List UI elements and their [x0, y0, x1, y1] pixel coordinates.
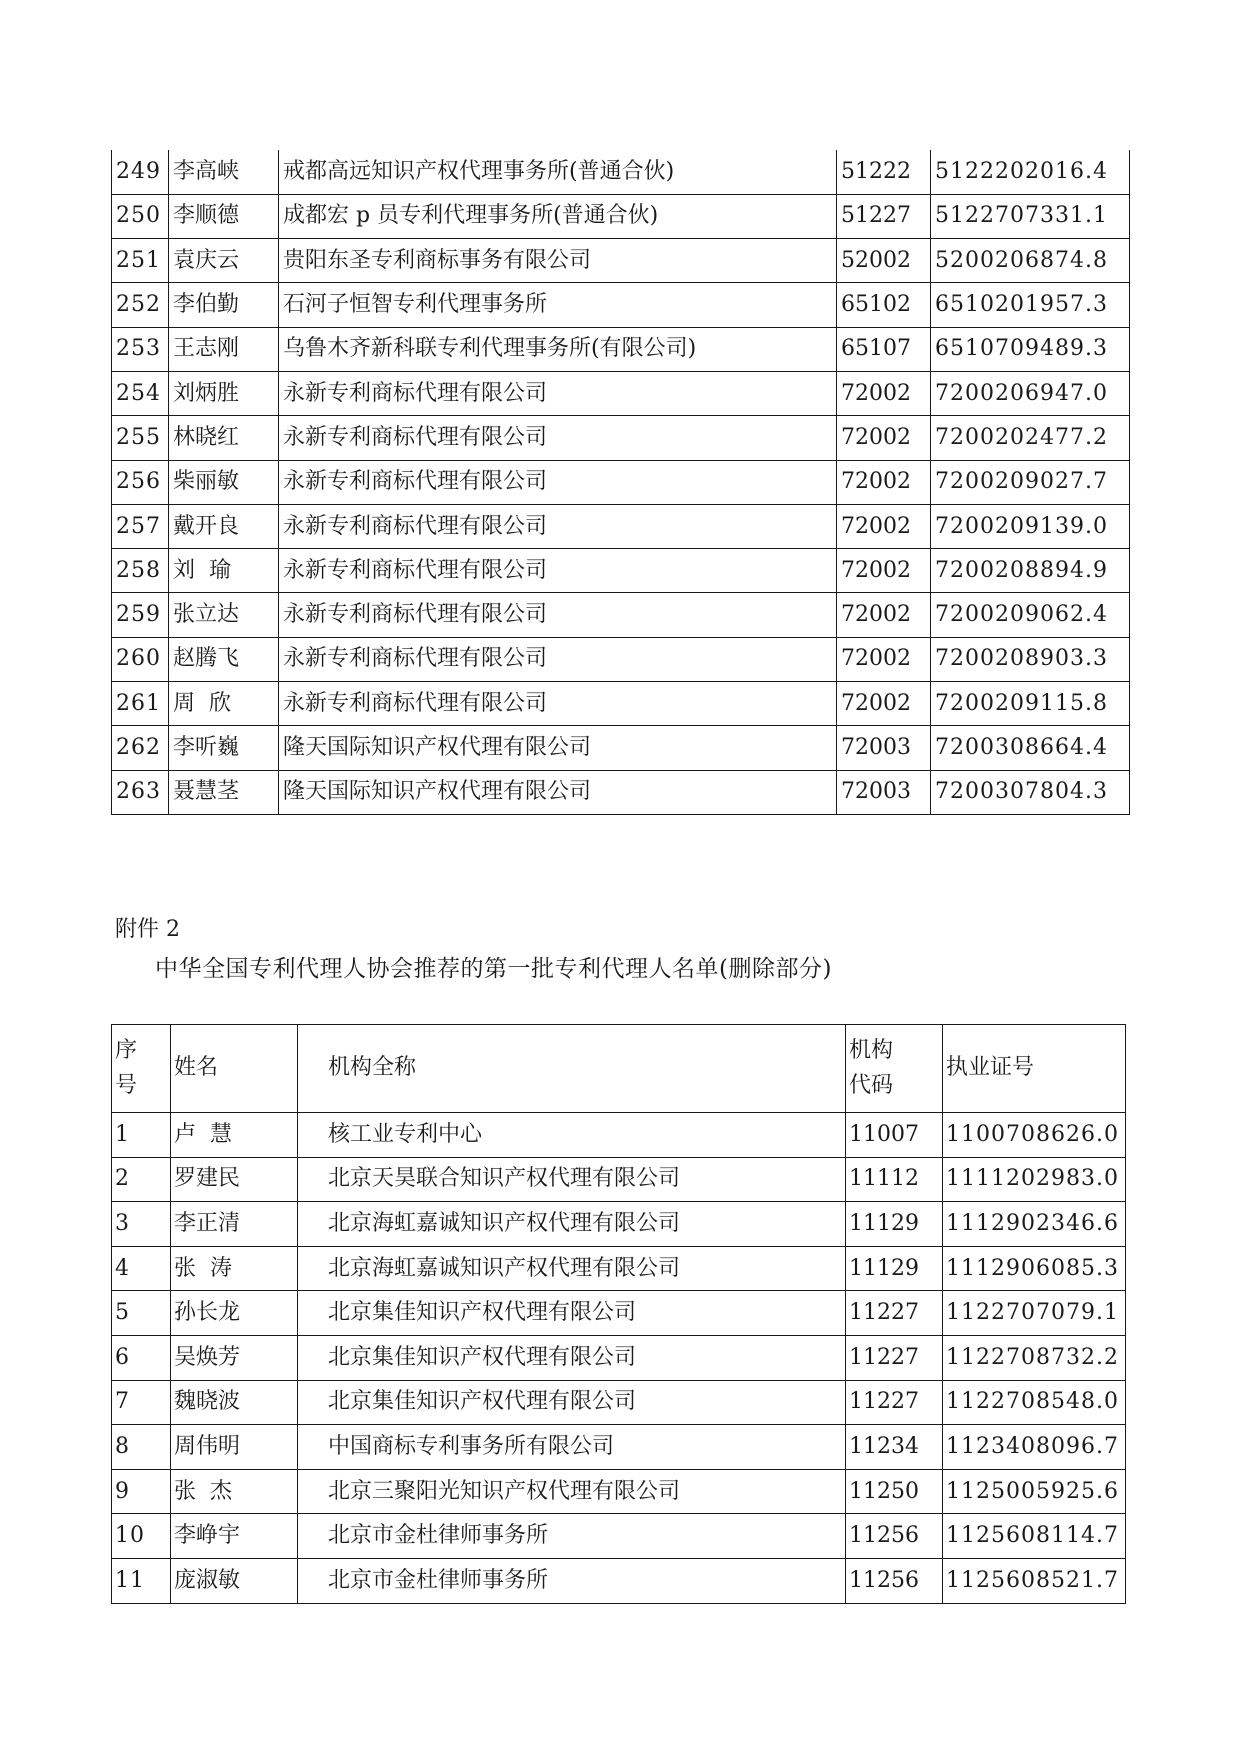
table-row [112, 1246, 1126, 1291]
header-code [846, 1025, 943, 1113]
license-cell: 7200308664.4 [931, 726, 1130, 770]
name-cell: 李高峡 [169, 150, 279, 194]
table-row [112, 726, 1130, 770]
license-cell: 7200209027.7 [931, 460, 1130, 504]
table-row [112, 1113, 1126, 1158]
license-cell: 1125608114.7 [943, 1514, 1126, 1559]
code-cell: 72002 [837, 549, 931, 593]
name-cell: 周 欣 [169, 682, 279, 726]
table-row [112, 150, 1130, 194]
table-row [112, 1558, 1126, 1603]
table-row [112, 416, 1130, 460]
seq-cell: 250 [112, 194, 169, 238]
table-row [112, 593, 1130, 637]
seq-cell: 261 [112, 682, 169, 726]
org-cell: 永新专利商标代理有限公司 [279, 637, 837, 681]
table-row [112, 1291, 1126, 1336]
org-cell: 北京市金杜律师事务所 [298, 1558, 846, 1603]
list-title: 中华全国专利代理人协会推荐的第一批专利代理人名单(删除部分) [155, 956, 832, 982]
seq-cell: 5 [112, 1291, 171, 1336]
table-row [112, 1157, 1126, 1202]
seq-cell: 11 [112, 1558, 171, 1603]
org-cell: 永新专利商标代理有限公司 [279, 416, 837, 460]
code-cell: 11129 [846, 1246, 943, 1291]
org-cell: 北京市金杜律师事务所 [298, 1514, 846, 1559]
header-code-line2: 代码 [849, 1072, 894, 1098]
table-row [112, 1514, 1126, 1559]
org-cell: 核工业专利中心 [298, 1113, 846, 1158]
code-cell: 51222 [837, 150, 931, 194]
code-cell: 11227 [846, 1291, 943, 1336]
seq-cell: 255 [112, 416, 169, 460]
table-row [112, 460, 1130, 504]
name-cell: 李峥宇 [171, 1514, 298, 1559]
license-cell: 6510709489.3 [931, 327, 1130, 371]
name-cell: 李伯勤 [169, 283, 279, 327]
code-cell: 11112 [846, 1157, 943, 1202]
table-row [112, 327, 1130, 371]
license-cell: 5122202016.4 [931, 150, 1130, 194]
name-cell: 吴焕芳 [171, 1335, 298, 1380]
name-cell: 周伟明 [171, 1425, 298, 1470]
name-cell: 柴丽敏 [169, 460, 279, 504]
name-cell: 李听巍 [169, 726, 279, 770]
org-cell: 北京集佳知识产权代理有限公司 [298, 1335, 846, 1380]
code-cell: 11129 [846, 1202, 943, 1247]
code-cell: 11234 [846, 1425, 943, 1470]
table-row [112, 1202, 1126, 1247]
seq-cell: 10 [112, 1514, 171, 1559]
code-cell: 72002 [837, 682, 931, 726]
org-cell: 乌鲁木齐新科联专利代理事务所(有限公司) [279, 327, 837, 371]
seq-cell: 7 [112, 1380, 171, 1425]
attachment-label: 附件 2 [115, 917, 180, 942]
header-seq [112, 1025, 171, 1113]
table-row [112, 549, 1130, 593]
seq-cell: 6 [112, 1335, 171, 1380]
seq-cell: 249 [112, 150, 169, 194]
code-cell: 72003 [837, 726, 931, 770]
org-cell: 永新专利商标代理有限公司 [279, 371, 837, 415]
code-cell: 72002 [837, 416, 931, 460]
name-cell: 孙长龙 [171, 1291, 298, 1336]
code-cell: 11227 [846, 1380, 943, 1425]
seq-cell: 9 [112, 1469, 171, 1514]
org-cell: 永新专利商标代理有限公司 [279, 682, 837, 726]
agent-list-table-continued [111, 150, 1130, 815]
name-cell: 刘炳胜 [169, 371, 279, 415]
org-cell: 成都宏 p 员专利代理事务所(普通合伙) [279, 194, 837, 238]
seq-cell: 3 [112, 1202, 171, 1247]
org-cell: 隆天国际知识产权代理有限公司 [279, 726, 837, 770]
license-cell: 7200206947.0 [931, 371, 1130, 415]
org-cell: 隆天国际知识产权代理有限公司 [279, 770, 837, 814]
name-cell: 张 杰 [171, 1469, 298, 1514]
code-cell: 51227 [837, 194, 931, 238]
name-cell: 卢 慧 [171, 1113, 298, 1158]
table-row [112, 1425, 1126, 1470]
license-cell: 7200209062.4 [931, 593, 1130, 637]
name-cell: 罗建民 [171, 1157, 298, 1202]
table2-body [112, 1025, 1126, 1604]
org-cell: 中国商标专利事务所有限公司 [298, 1425, 846, 1470]
table-row [112, 194, 1130, 238]
org-cell: 永新专利商标代理有限公司 [279, 549, 837, 593]
name-cell: 赵腾飞 [169, 637, 279, 681]
org-cell: 永新专利商标代理有限公司 [279, 460, 837, 504]
code-cell: 11227 [846, 1335, 943, 1380]
code-cell: 52002 [837, 239, 931, 283]
table-row [112, 504, 1130, 548]
org-cell: 北京海虹嘉诚知识产权代理有限公司 [298, 1202, 846, 1247]
license-cell: 1100708626.0 [943, 1113, 1126, 1158]
name-cell: 张立达 [169, 593, 279, 637]
code-cell: 65107 [837, 327, 931, 371]
seq-cell: 252 [112, 283, 169, 327]
table1-body [112, 150, 1130, 814]
code-cell: 11256 [846, 1514, 943, 1559]
license-cell: 1111202983.0 [943, 1157, 1126, 1202]
table-row [112, 1469, 1126, 1514]
table-row [112, 1380, 1126, 1425]
name-cell: 李正清 [171, 1202, 298, 1247]
seq-cell: 259 [112, 593, 169, 637]
table-row [112, 371, 1130, 415]
license-cell: 6510201957.3 [931, 283, 1130, 327]
org-cell: 北京三聚阳光知识产权代理有限公司 [298, 1469, 846, 1514]
license-cell: 7200202477.2 [931, 416, 1130, 460]
seq-cell: 262 [112, 726, 169, 770]
table-row [112, 770, 1130, 814]
seq-cell: 260 [112, 637, 169, 681]
code-cell: 72002 [837, 460, 931, 504]
license-cell: 7200208903.3 [931, 637, 1130, 681]
org-cell: 永新专利商标代理有限公司 [279, 593, 837, 637]
seq-cell: 253 [112, 327, 169, 371]
code-cell: 72003 [837, 770, 931, 814]
header-seq-line2: 号 [115, 1072, 138, 1098]
name-cell: 戴开良 [169, 504, 279, 548]
header-name: 姓名 [171, 1025, 298, 1113]
code-cell: 65102 [837, 283, 931, 327]
org-cell: 北京集佳知识产权代理有限公司 [298, 1380, 846, 1425]
code-cell: 72002 [837, 371, 931, 415]
code-cell: 72002 [837, 637, 931, 681]
name-cell: 李顺德 [169, 194, 279, 238]
agent-list-table-deleted [111, 1024, 1126, 1604]
name-cell: 刘 瑜 [169, 549, 279, 593]
seq-cell: 1 [112, 1113, 171, 1158]
seq-cell: 263 [112, 770, 169, 814]
name-cell: 张 涛 [171, 1246, 298, 1291]
name-cell: 庞淑敏 [171, 1558, 298, 1603]
license-cell: 7200208894.9 [931, 549, 1130, 593]
seq-cell: 8 [112, 1425, 171, 1470]
table-row [112, 1335, 1126, 1380]
org-cell: 戒都高远知识产权代理事务所(普通合伙) [279, 150, 837, 194]
table2-header-row [112, 1025, 1126, 1113]
code-cell: 11007 [846, 1113, 943, 1158]
header-license: 执业证号 [943, 1025, 1126, 1113]
code-cell: 11256 [846, 1558, 943, 1603]
license-cell: 7200209115.8 [931, 682, 1130, 726]
license-cell: 1122708548.0 [943, 1380, 1126, 1425]
table-row [112, 283, 1130, 327]
table-row [112, 637, 1130, 681]
code-cell: 11250 [846, 1469, 943, 1514]
name-cell: 魏晓波 [171, 1380, 298, 1425]
header-org: 机构全称 [298, 1025, 846, 1113]
seq-cell: 256 [112, 460, 169, 504]
code-cell: 72002 [837, 593, 931, 637]
license-cell: 5200206874.8 [931, 239, 1130, 283]
seq-cell: 2 [112, 1157, 171, 1202]
name-cell: 林晓红 [169, 416, 279, 460]
license-cell: 1125608521.7 [943, 1558, 1126, 1603]
seq-cell: 251 [112, 239, 169, 283]
license-cell: 1122708732.2 [943, 1335, 1126, 1380]
org-cell: 北京海虹嘉诚知识产权代理有限公司 [298, 1246, 846, 1291]
license-cell: 5122707331.1 [931, 194, 1130, 238]
license-cell: 7200209139.0 [931, 504, 1130, 548]
seq-cell: 4 [112, 1246, 171, 1291]
license-cell: 1125005925.6 [943, 1469, 1126, 1514]
table-row [112, 239, 1130, 283]
license-cell: 1123408096.7 [943, 1425, 1126, 1470]
name-cell: 袁庆云 [169, 239, 279, 283]
org-cell: 石河子恒智专利代理事务所 [279, 283, 837, 327]
code-cell: 72002 [837, 504, 931, 548]
org-cell: 永新专利商标代理有限公司 [279, 504, 837, 548]
org-cell: 北京集佳知识产权代理有限公司 [298, 1291, 846, 1336]
seq-cell: 254 [112, 371, 169, 415]
org-cell: 北京天昊联合知识产权代理有限公司 [298, 1157, 846, 1202]
table-row [112, 682, 1130, 726]
seq-cell: 258 [112, 549, 169, 593]
header-code-line1: 机构 [849, 1038, 894, 1064]
seq-cell: 257 [112, 504, 169, 548]
license-cell: 1112902346.6 [943, 1202, 1126, 1247]
name-cell: 王志刚 [169, 327, 279, 371]
license-cell: 1112906085.3 [943, 1246, 1126, 1291]
org-cell: 贵阳东圣专利商标事务有限公司 [279, 239, 837, 283]
license-cell: 1122707079.1 [943, 1291, 1126, 1336]
name-cell: 聂慧茎 [169, 770, 279, 814]
header-seq-line1: 序 [115, 1038, 138, 1064]
license-cell: 7200307804.3 [931, 770, 1130, 814]
